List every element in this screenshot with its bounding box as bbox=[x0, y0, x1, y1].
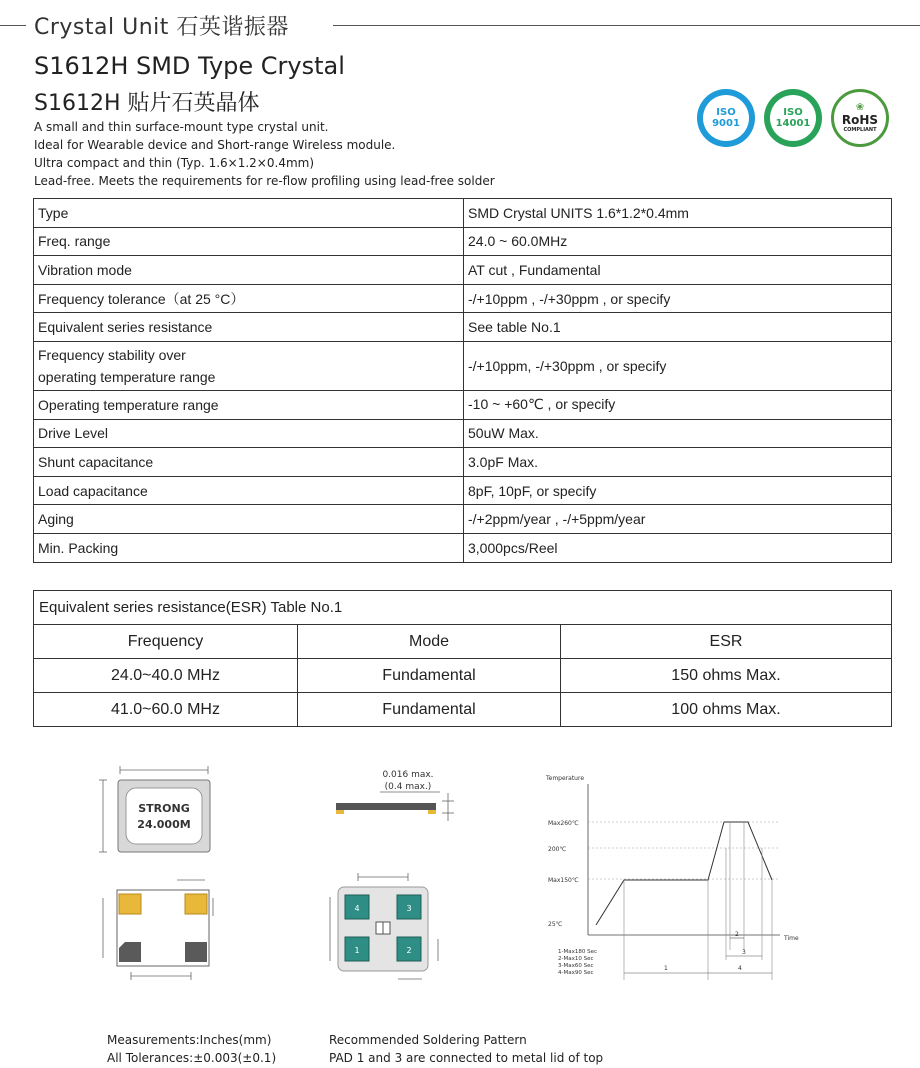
specification-table bbox=[33, 198, 892, 563]
product-description bbox=[34, 118, 495, 190]
spec-value: -/+10ppm , -/+30ppm , or specify bbox=[464, 284, 892, 313]
profile-segment-3: 3 bbox=[742, 949, 746, 956]
profile-segment-2: 2 bbox=[735, 931, 739, 938]
spec-value: 3,000pcs/Reel bbox=[464, 533, 892, 562]
spec-value: AT cut , Fundamental bbox=[464, 256, 892, 285]
spec-label bbox=[34, 341, 464, 390]
pad-label-2: 2 bbox=[406, 946, 412, 955]
soldering-pad-note: PAD 1 and 3 are connected to metal lid of top bbox=[329, 1051, 604, 1065]
product-title-en: S1612H SMD Type Crystal bbox=[34, 52, 345, 80]
header-rule-right bbox=[333, 25, 920, 26]
product-title-cn: S1612H 贴片石英晶体 bbox=[34, 91, 260, 116]
spec-value: SMD Crystal UNITS 1.6*1.2*0.4mm bbox=[464, 199, 892, 228]
column-header: Mode bbox=[298, 625, 561, 659]
badge-iso-label: ISO bbox=[783, 107, 803, 118]
table-cell: 41.0~60.0 MHz bbox=[34, 693, 298, 727]
table-row bbox=[34, 448, 892, 477]
iso9001-badge bbox=[697, 89, 755, 147]
header-rule-left bbox=[0, 25, 26, 26]
spec-value: -/+10ppm, -/+30ppm , or specify bbox=[464, 341, 892, 390]
table-cell: Fundamental bbox=[298, 693, 561, 727]
package-side-view bbox=[330, 765, 460, 825]
rohs-label: RoHS bbox=[841, 113, 879, 127]
rohs-leaf-icon: ❀ bbox=[855, 102, 865, 113]
spec-label: Freq. range bbox=[34, 227, 464, 256]
rohs-compliant-label: COMPLIANT bbox=[843, 127, 877, 133]
badge-iso-number: 14001 bbox=[775, 118, 811, 129]
spec-label: Shunt capacitance bbox=[34, 448, 464, 477]
profile-x-title: Time bbox=[784, 935, 799, 942]
table-row bbox=[34, 390, 892, 419]
table-row bbox=[34, 505, 892, 534]
profile-legend-line: 1-Max180 Sec bbox=[558, 949, 597, 955]
profile-segment-4: 4 bbox=[738, 965, 742, 972]
table-row bbox=[34, 199, 892, 228]
profile-legend-line: 3-Max60 Sec bbox=[558, 963, 594, 969]
profile-level-max150: Max150℃ bbox=[548, 877, 579, 884]
spec-label: Operating temperature range bbox=[34, 390, 464, 419]
measurement-units: Measurements:Inches(mm) bbox=[107, 1033, 272, 1047]
description-line: Lead-free. Meets the requirements for re-flow profiling using lead-free solder bbox=[34, 174, 495, 188]
profile-y-title: Temperature bbox=[546, 775, 585, 782]
spec-label: Type bbox=[34, 199, 464, 228]
table-row bbox=[34, 659, 892, 693]
measurement-note bbox=[107, 1031, 276, 1067]
table-row bbox=[34, 313, 892, 342]
measurement-tolerance: All Tolerances:±0.003(±0.1) bbox=[107, 1051, 277, 1065]
spec-value: -/+2ppm/year , -/+5ppm/year bbox=[464, 505, 892, 534]
profile-segment-1: 1 bbox=[664, 965, 668, 972]
table-cell: 100 ohms Max. bbox=[561, 693, 892, 727]
package-top-view bbox=[95, 760, 225, 860]
table-row bbox=[34, 227, 892, 256]
spec-value: See table No.1 bbox=[464, 313, 892, 342]
spec-label: Aging bbox=[34, 505, 464, 534]
table-cell: Fundamental bbox=[298, 659, 561, 693]
package-bottom-view bbox=[95, 870, 225, 990]
pad-label-1: 1 bbox=[354, 946, 360, 955]
badge-iso-label: ISO bbox=[716, 107, 736, 118]
soldering-pattern-title: Recommended Soldering Pattern bbox=[329, 1033, 527, 1047]
pad-label-3: 3 bbox=[406, 904, 412, 913]
spec-value: 24.0 ~ 60.0MHz bbox=[464, 227, 892, 256]
profile-legend-line: 4-Max90 Sec bbox=[558, 970, 594, 976]
table-header-row bbox=[34, 625, 892, 659]
iso14001-badge bbox=[764, 89, 822, 147]
spec-value: 8pF, 10pF, or specify bbox=[464, 476, 892, 505]
esr-table bbox=[33, 590, 892, 727]
rohs-badge bbox=[831, 89, 889, 147]
column-header: ESR bbox=[561, 625, 892, 659]
table-row bbox=[34, 419, 892, 448]
spec-value: -10 ~ +60℃ , or specify bbox=[464, 390, 892, 419]
table-row bbox=[34, 533, 892, 562]
thickness-inch-label: 0.016 max. bbox=[382, 770, 434, 780]
profile-level-200: 200℃ bbox=[548, 846, 567, 853]
table-cell: 150 ohms Max. bbox=[561, 659, 892, 693]
description-line: Ultra compact and thin (Typ. 1.6×1.2×0.4mm) bbox=[34, 156, 315, 170]
spec-label: Frequency tolerance（at 25 °C） bbox=[34, 284, 464, 313]
column-header: Frequency bbox=[34, 625, 298, 659]
table-row bbox=[34, 693, 892, 727]
marking-line-2: 24.000M bbox=[137, 818, 191, 831]
spec-value: 50uW Max. bbox=[464, 419, 892, 448]
spec-label-line: operating temperature range bbox=[38, 368, 216, 385]
profile-level-25: 25℃ bbox=[548, 921, 563, 928]
table-row bbox=[34, 476, 892, 505]
table-row bbox=[34, 341, 892, 390]
table-row bbox=[34, 284, 892, 313]
description-line: Ideal for Wearable device and Short-range Wireless module. bbox=[34, 138, 396, 152]
table-cell: 24.0~40.0 MHz bbox=[34, 659, 298, 693]
profile-level-max260: Max260℃ bbox=[548, 820, 579, 827]
spec-label: Load capacitance bbox=[34, 476, 464, 505]
spec-value: 3.0pF Max. bbox=[464, 448, 892, 477]
badge-iso-number: 9001 bbox=[712, 118, 740, 129]
profile-legend-line: 2-Max10 Sec bbox=[558, 956, 594, 962]
spec-label-line: Frequency stability over bbox=[38, 346, 186, 363]
description-line: A small and thin surface-mount type crystal unit. bbox=[34, 120, 329, 134]
marking-line-1: STRONG bbox=[138, 802, 190, 815]
table-caption-row bbox=[34, 591, 892, 625]
esr-table-caption: Equivalent series resistance(ESR) Table No.1 bbox=[34, 591, 892, 625]
pad-label-4: 4 bbox=[354, 904, 360, 913]
spec-label: Min. Packing bbox=[34, 533, 464, 562]
spec-label: Equivalent series resistance bbox=[34, 313, 464, 342]
reflow-profile-chart bbox=[540, 770, 810, 980]
section-title: Crystal Unit 石英谐振器 bbox=[34, 15, 289, 40]
thickness-mm-label: (0.4 max.) bbox=[384, 782, 432, 792]
spec-label: Vibration mode bbox=[34, 256, 464, 285]
soldering-pattern bbox=[310, 865, 460, 990]
spec-label: Drive Level bbox=[34, 419, 464, 448]
soldering-note bbox=[329, 1031, 603, 1067]
table-row bbox=[34, 256, 892, 285]
